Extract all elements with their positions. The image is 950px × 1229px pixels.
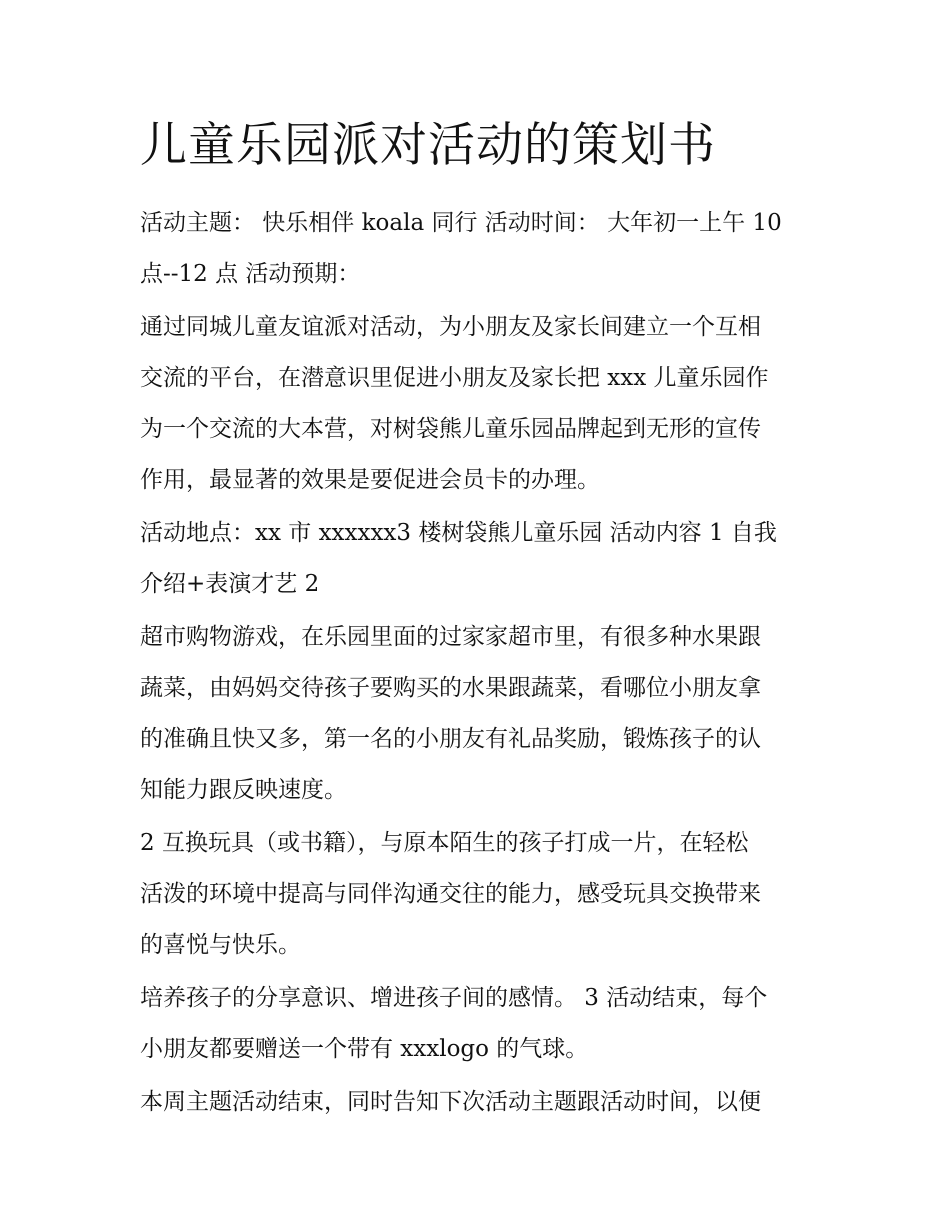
text-line: 交流的平台，在潜意识里促进小朋友及家长把 xxx 儿童乐园作 [140,365,769,391]
text-line: 的准确且快又多，第一名的小朋友有礼品奖励，锻炼孩子的认 [140,726,761,752]
text-line: 通过同城儿童友谊派对活动，为小朋友及家长间建立一个互相 [140,314,761,340]
text-line: 为一个交流的大本营，对树袋熊儿童乐园品牌起到无形的宣传 [140,416,761,442]
text-line: 作用，最显著的效果是要促进会员卡的办理。 [140,467,600,493]
text-line: 活动地点：xx 市 xxxxxx3 楼树袋熊儿童乐园 活动内容 1 自我 [140,520,777,546]
text-line: 培养孩子的分享意识、增进孩子间的感情。 3 活动结束，每个 [140,985,768,1011]
paragraph-location-content [140,508,815,610]
document-title: 儿童乐园派对活动的策划书 [140,118,716,173]
text-line: 小朋友都要赠送一个带有 xxxlogo 的气球。 [140,1036,589,1062]
document-body [140,198,815,1130]
text-line: 2 互换玩具（或书籍），与原本陌生的孩子打成一片，在轻松 [140,830,749,856]
text-line: 本周主题活动结束，同时告知下次活动主题跟活动时间，以便 [140,1089,761,1115]
text-line: 活泼的环境中提高与同伴沟通交往的能力，感受玩具交换带来 [140,881,761,907]
paragraph-toy-swap [140,818,815,971]
paragraph-ending [140,973,815,1075]
text-line: 点--12 点 活动预期： [140,261,361,287]
text-line: 知能力跟反映速度。 [140,777,347,803]
paragraph-expectation [140,302,815,506]
paragraph-shopping-game [140,612,815,816]
text-line: 蔬菜，由妈妈交待孩子要购买的水果跟蔬菜，看哪位小朋友拿 [140,675,761,701]
text-line: 介绍+表演才艺 2 [140,571,320,597]
text-line: 超市购物游戏，在乐园里面的过家家超市里，有很多种水果跟 [140,624,761,650]
paragraph-next-activity [140,1077,815,1128]
text-line: 的喜悦与快乐。 [140,932,301,958]
paragraph-theme-time [140,198,815,300]
text-line: 活动主题： 快乐相伴 koala 同行 活动时间： 大年初一上午 10 [140,210,782,236]
